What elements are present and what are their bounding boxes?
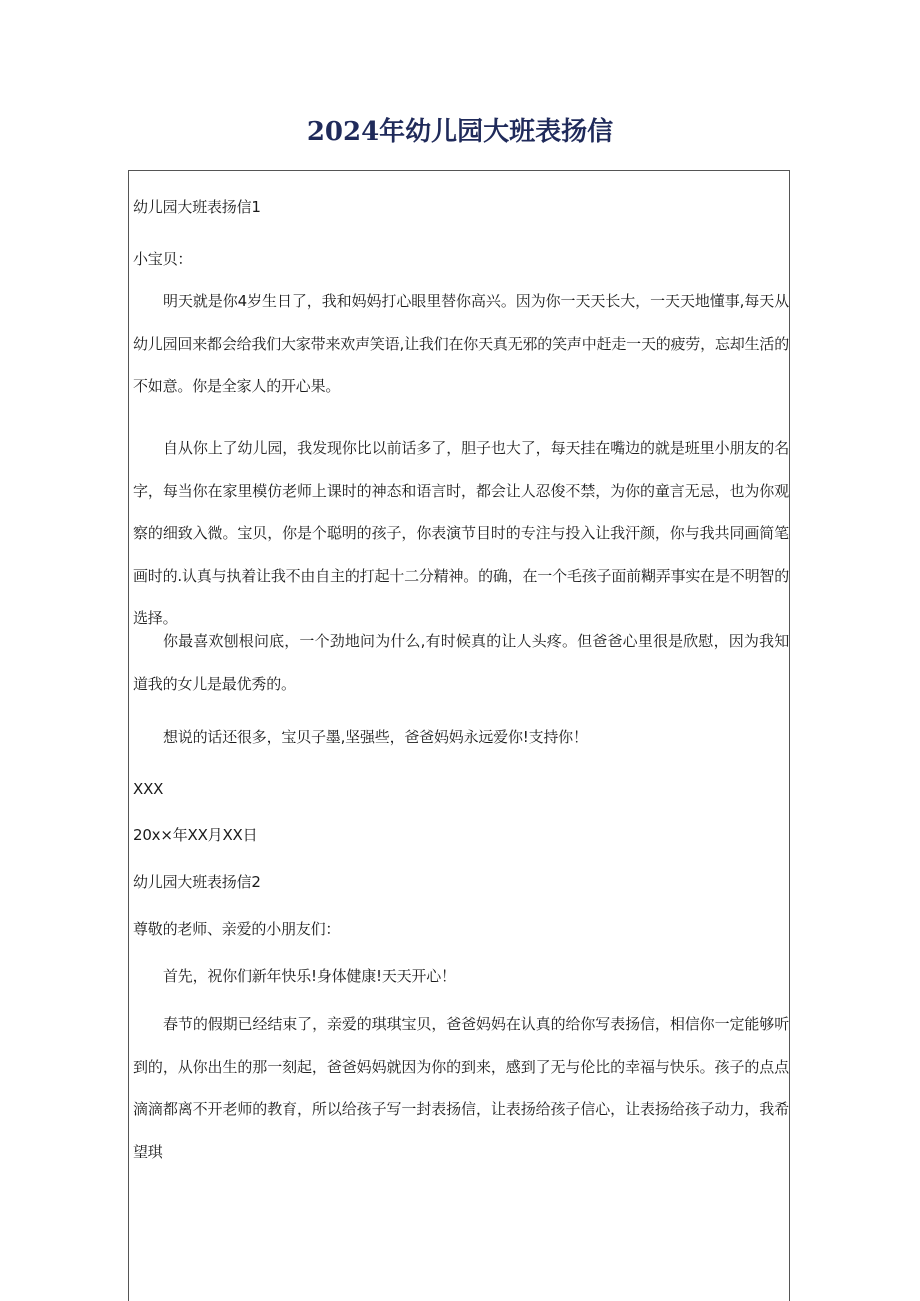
body-paragraph: 首先，祝你们新年快乐!身体健康!天天开心！ bbox=[163, 967, 456, 985]
document-title: 2024年幼儿园大班表扬信 bbox=[306, 117, 614, 147]
body-paragraph: 自从你上了幼儿园，我发现你比以前话多了，胆子也大了，每天挂在嘴边的就是班里小朋友的名字，每当你在家里模仿老师上课时的神态和语言时，都会让人忍俊不禁，为你的童言无忌，也为你观察的细致入微。宝贝，你是个聪明的孩子，你表演节目时的专注与投入让我汗颜，你与我共同画简笔画时的.认真与执着让我不由自主的打起十二分精神。的确，在一个毛孩子面前糊弄事实在是不明智的选择。 bbox=[133, 439, 789, 627]
letter-heading-1: 幼儿园大班表扬信1 bbox=[133, 198, 261, 216]
content-frame bbox=[128, 170, 790, 1301]
body-paragraph: 春节的假期已经结束了，亲爱的琪琪宝贝，爸爸妈妈在认真的给你写表扬信，相信你一定能够听到的，从你出生的那一刻起，爸爸妈妈就因为你的到来，感到了无与伦比的幸福与快乐。孩子的点点滴滴都离不开老师的教育，所以给孩子写一封表扬信，让表扬给孩子信心，让表扬给孩子动力，我希望琪 bbox=[133, 1015, 789, 1161]
body-paragraph: 明天就是你4岁生日了，我和妈妈打心眼里替你高兴。因为你一天天长大，一天天地懂事,每天从幼儿园回来都会给我们大家带来欢声笑语,让我们在你天真无邪的笑声中赶走一天的疲劳，忘却生活的不如意。你是全家人的开心果。 bbox=[133, 292, 789, 395]
salutation-2: 尊敬的老师、亲爱的小朋友们： bbox=[133, 920, 341, 938]
body-paragraph: 你最喜欢刨根问底，一个劲地问为什么,有时候真的让人头疼。但爸爸心里很是欣慰，因为我知道我的女儿是最优秀的。 bbox=[133, 632, 789, 693]
signature: XXX bbox=[133, 780, 164, 798]
date-line: 20x×年XX月XX日 bbox=[133, 826, 258, 844]
letter-heading-2: 幼儿园大班表扬信2 bbox=[133, 873, 261, 891]
body-paragraph: 想说的话还很多，宝贝子墨,坚强些，爸爸妈妈永远爱你!支持你！ bbox=[163, 728, 588, 746]
salutation-1: 小宝贝： bbox=[133, 250, 193, 268]
